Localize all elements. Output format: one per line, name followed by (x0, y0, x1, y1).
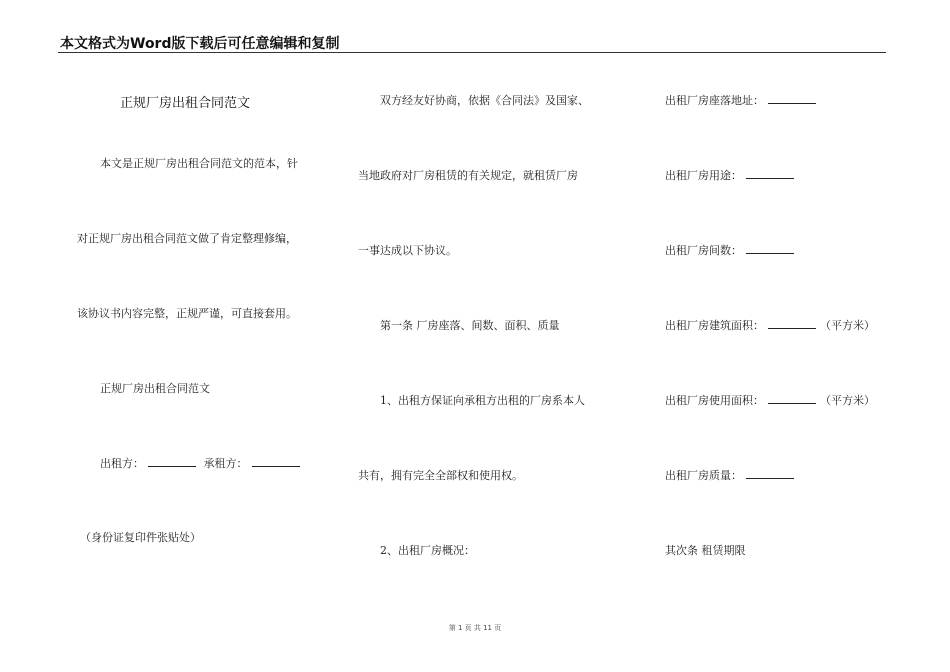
header-title: 本文格式为Word版下载后可任意编辑和复制 (60, 36, 340, 52)
quality-line (665, 467, 798, 483)
build-area-unit: （平方米） (820, 319, 875, 332)
article-1-heading: 第一条 厂房座落、间数、面积、质量 (380, 319, 560, 332)
address-label: 出租厂房座落地址： (665, 94, 764, 107)
id-copy-note: （身份证复印件张贴处） (80, 531, 201, 544)
build-area-line (665, 317, 875, 333)
item-1-line-b: 共有，拥有完全全部权和使用权。 (358, 469, 523, 482)
rooms-label: 出租厂房间数： (665, 244, 742, 257)
doc-title: 正规厂房出租合同范文 (120, 96, 251, 111)
address-line (665, 92, 820, 108)
header-rule (58, 52, 886, 53)
lessor-blank (148, 456, 196, 467)
use-line (665, 167, 798, 183)
use-area-label: 出租厂房使用面积： (665, 394, 764, 407)
item-2-line: 2、出租厂房概况： (380, 544, 475, 557)
use-area-unit: （平方米） (820, 394, 875, 407)
para-line-2: 当地政府对厂房租赁的有关规定，就租赁厂房 (358, 169, 578, 182)
item-1-line-a: 1、出租方保证向承租方出租的厂房系本人 (380, 394, 585, 407)
para-line-1: 双方经友好协商，依据《合同法》及国家、 (380, 94, 589, 107)
build-area-blank (768, 318, 816, 329)
lessor-label: 出租方： (100, 457, 144, 470)
article-2-heading: 其次条 租赁期限 (665, 544, 746, 557)
address-blank (768, 93, 816, 104)
para-line-3: 一事达成以下协议。 (358, 244, 457, 257)
contract-subtitle: 正规厂房出租合同范文 (100, 382, 210, 395)
build-area-label: 出租厂房建筑面积： (665, 319, 764, 332)
lessee-label: 承租方： (203, 457, 248, 470)
use-area-blank (768, 393, 816, 404)
page-footer: 第 1 页 共 11 页 (448, 624, 502, 632)
intro-line-2: 对正规厂房出租合同范文做了肯定整理修编， (77, 232, 297, 245)
intro-line-1: 本文是正规厂房出租合同范文的范本，针 (100, 157, 298, 170)
intro-line-3: 该协议书内容完整，正规严谨，可直接套用。 (77, 307, 297, 320)
quality-label: 出租厂房质量： (665, 469, 742, 482)
rooms-line (665, 242, 798, 258)
use-blank (746, 168, 794, 179)
quality-blank (746, 468, 794, 479)
rooms-blank (746, 243, 794, 254)
use-label: 出租厂房用途： (665, 169, 742, 182)
use-area-line (665, 392, 875, 408)
parties-line (100, 455, 304, 471)
lessee-blank (252, 456, 300, 467)
